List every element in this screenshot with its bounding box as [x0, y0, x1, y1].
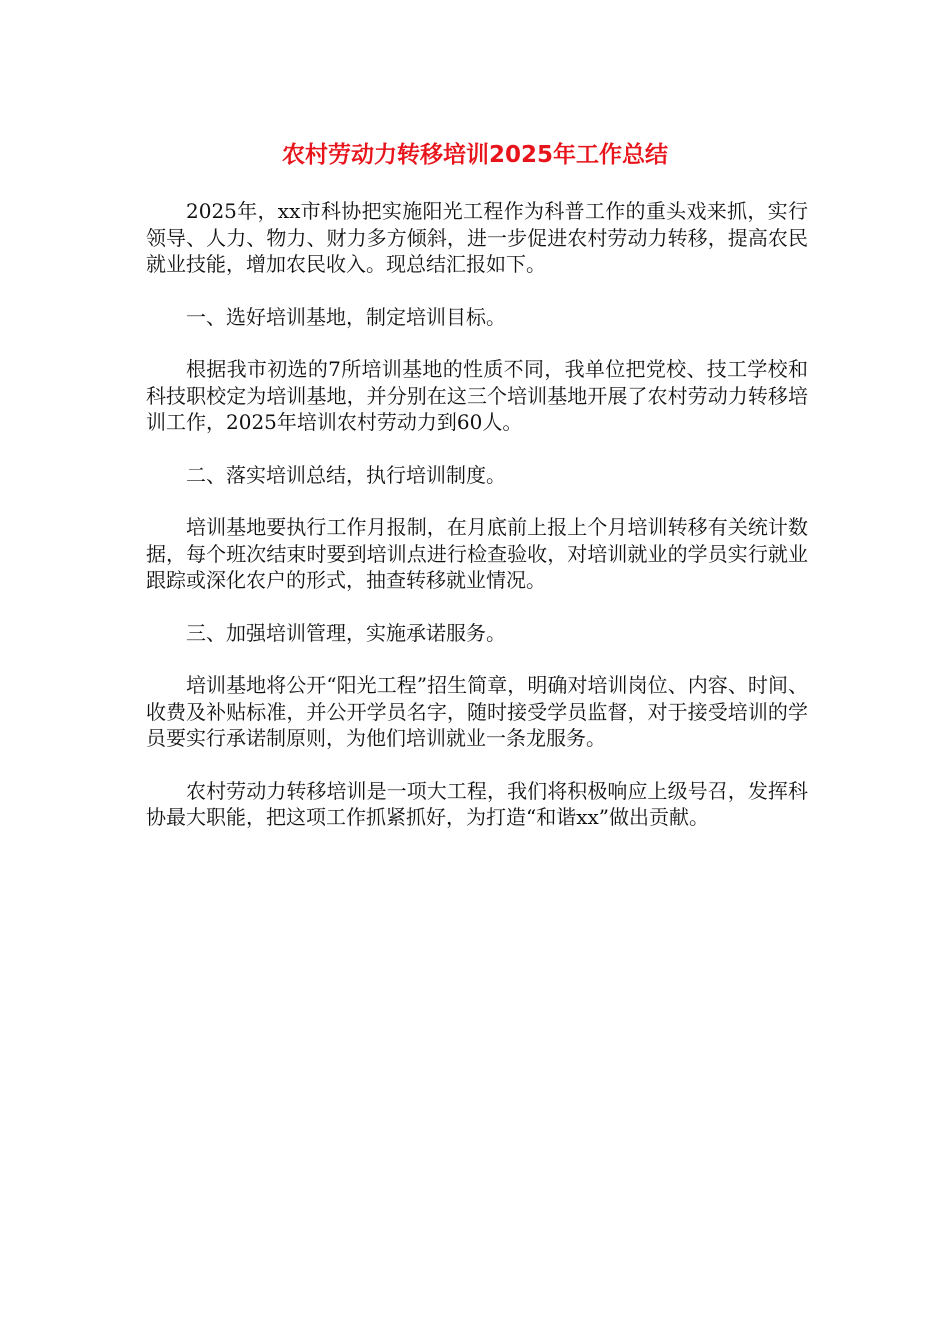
section-heading-3: 三、加强培训管理，实施承诺服务。: [186, 620, 506, 645]
section-heading-2: 二、落实培训总结，执行培训制度。: [186, 462, 506, 487]
section-paragraph-1: 根据我市初选的7所培训基地的性质不同，我单位把党校、技工学校和科技职校定为培训基地，并分别在这三个培训基地开展了农村劳动力转移培训工作，2025年培训农村劳动力到60人。: [146, 357, 808, 434]
section-paragraph-2: 培训基地要执行工作月报制，在月底前上报上个月培训转移有关统计数据，每个班次结束时要到培训点进行检查验收，对培训就业的学员实行就业跟踪或深化农户的形式，抽查转移就业情况。: [146, 515, 808, 592]
section-paragraph-3: 培训基地将公开“阳光工程”招生简章，明确对培训岗位、内容、时间、收费及补贴标准，并公开学员名字，随时接受学员监督，对于接受培训的学员要实行承诺制原则，为他们培训就业一条龙服务。: [146, 673, 808, 750]
section-heading-1: 一、选好培训基地，制定培训目标。: [186, 304, 506, 329]
intro-paragraph: 2025年，xx市科协把实施阳光工程作为科普工作的重头戏来抓，实行领导、人力、物力、财力多方倾斜，进一步促进农村劳动力转移，提高农民就业技能，增加农民收入。现总结汇报如下。: [146, 199, 808, 276]
document-title: 农村劳动力转移培训2025年工作总结: [281, 142, 668, 168]
closing-paragraph: 农村劳动力转移培训是一项大工程，我们将积极响应上级号召，发挥科协最大职能，把这项工作抓紧抓好，为打造“和谐xx”做出贡献。: [146, 778, 808, 829]
document-body: [146, 198, 808, 857]
